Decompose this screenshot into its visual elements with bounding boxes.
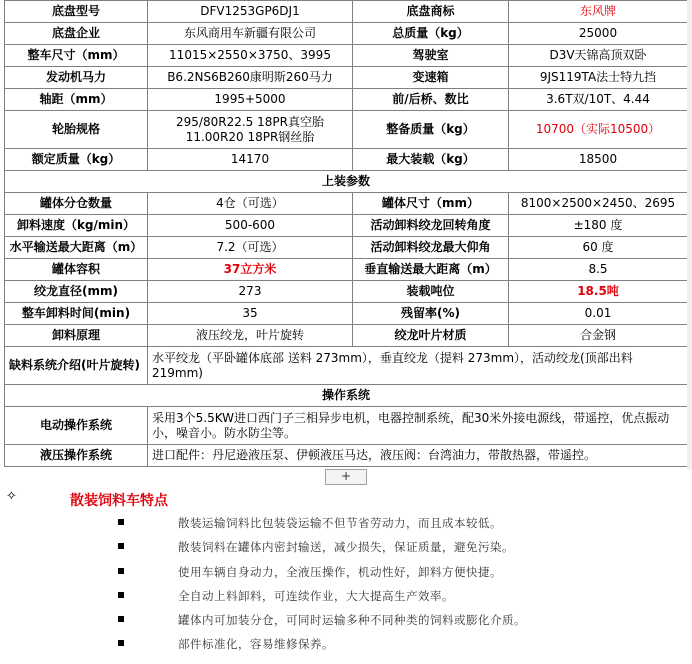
section-header-row — [5, 171, 688, 193]
label-cell: 罐体容积 — [5, 259, 148, 281]
value-cell: 东风牌 — [509, 1, 688, 23]
list-item — [0, 513, 692, 535]
value-cell: 18500 — [509, 149, 688, 171]
table-row — [5, 45, 688, 67]
list-item-text: 全自动上料卸料，可连续作业，大大提高生产效率。 — [178, 589, 454, 603]
features-title: 散装饲料车特点 — [70, 493, 168, 509]
value-cell: 18.5吨 — [509, 281, 688, 303]
value-cell: 14170 — [148, 149, 353, 171]
label-cell: 卸料速度（kg/min） — [5, 215, 148, 237]
value-cell: B6.2NS6B260康明斯260马力 — [148, 67, 353, 89]
table-row — [5, 23, 688, 45]
square-bullet-icon — [118, 568, 124, 574]
label-cell: 总质量（kg） — [353, 23, 509, 45]
value-cell: ±180 度 — [509, 215, 688, 237]
scrollbar[interactable] — [687, 0, 692, 470]
table-row — [5, 445, 688, 467]
value-cell — [148, 111, 353, 149]
value-cell: 60 度 — [509, 237, 688, 259]
section-header-row — [5, 385, 688, 407]
list-item-text: 使用车辆自身动力，全液压操作，机动性好，卸料方便快捷。 — [178, 565, 502, 579]
label-cell: 整车卸料时间(min) — [5, 303, 148, 325]
table-row — [5, 281, 688, 303]
section-title: 上装参数 — [5, 171, 688, 193]
label-cell: 驾驶室 — [353, 45, 509, 67]
label-cell: 电动操作系统 — [5, 407, 148, 445]
value-cell: 37立方米 — [148, 259, 353, 281]
section-title: 操作系统 — [5, 385, 688, 407]
diamond-bullet-icon: ✧ — [6, 489, 17, 504]
table-row — [5, 215, 688, 237]
value-cell: 进口配件：丹尼逊液压泵、伊顿液压马达，液压阀：台湾油力，带散热器，带遥控。 — [148, 445, 688, 467]
table-row — [5, 111, 688, 149]
list-item-text: 罐体内可加装分仓，可同时运输多种不同种类的饲料或膨化介质。 — [178, 613, 526, 627]
table-row — [5, 67, 688, 89]
label-cell: 变速箱 — [353, 67, 509, 89]
value-cell: 3.6T双/10T、4.44 — [509, 89, 688, 111]
list-item-text: 散装饲料在罐体内密封输送，减少损失，保证质量，避免污染。 — [178, 540, 514, 554]
label-cell: 绞龙直径(mm) — [5, 281, 148, 303]
list-item — [0, 562, 692, 584]
list-item-text: 部件标准化，容易维修保养。 — [178, 637, 334, 651]
value-cell: 0.01 — [509, 303, 688, 325]
value-cell: 35 — [148, 303, 353, 325]
square-bullet-icon — [118, 519, 124, 525]
square-bullet-icon — [118, 592, 124, 598]
table-row — [5, 237, 688, 259]
table-row — [5, 149, 688, 171]
value-cell: 7.2（可选） — [148, 237, 353, 259]
value-cell: 东风商用车新疆有限公司 — [148, 23, 353, 45]
table-row — [5, 1, 688, 23]
value-cell: 8100×2500×2450、2695 — [509, 193, 688, 215]
table-row — [5, 259, 688, 281]
label-cell: 整车尺寸（mm） — [5, 45, 148, 67]
value-cell: D3V天锦高顶双卧 — [509, 45, 688, 67]
label-cell: 水平输送最大距离（m） — [5, 237, 148, 259]
label-cell: 底盘型号 — [5, 1, 148, 23]
label-cell: 液压操作系统 — [5, 445, 148, 467]
square-bullet-icon — [118, 543, 124, 549]
value-cell: 液压绞龙，叶片旋转 — [148, 325, 353, 347]
value-cell: 8.5 — [509, 259, 688, 281]
label-cell: 活动卸料绞龙回转角度 — [353, 215, 509, 237]
spec-sheet — [4, 0, 687, 467]
square-bullet-icon — [118, 640, 124, 646]
unload-system-value: 水平绞龙（平卧罐体底部 送料 273mm），垂直绞龙（提料 273mm），活动绞龙(顶部出料219mm) — [148, 347, 688, 385]
label-cell: 垂直输送最大距离（m） — [353, 259, 509, 281]
label-cell: 绞龙叶片材质 — [353, 325, 509, 347]
label-cell: 罐体尺寸（mm） — [353, 193, 509, 215]
value-cell: 采用3个5.5KW进口西门子三相异步电机，电器控制系统，配30米外接电源线，带遥控，优点振动小，噪音小。防水防尘等。 — [148, 407, 688, 445]
label-cell: 整备质量（kg） — [353, 111, 509, 149]
value-cell: 4仓（可选） — [148, 193, 353, 215]
label-cell: 轮胎规格 — [5, 111, 148, 149]
label-cell: 发动机马力 — [5, 67, 148, 89]
list-item — [0, 634, 692, 656]
add-row-button[interactable]: + — [325, 469, 367, 485]
value-cell: DFV1253GP6DJ1 — [148, 1, 353, 23]
label-cell: 残留率(%) — [353, 303, 509, 325]
label-cell: 底盘商标 — [353, 1, 509, 23]
label-cell: 前/后桥、数比 — [353, 89, 509, 111]
label-cell: 装载吨位 — [353, 281, 509, 303]
value-cell: 273 — [148, 281, 353, 303]
tire-spec-line: 11.00R20 18PR钢丝胎 — [185, 129, 315, 144]
table-row — [5, 347, 688, 385]
label-cell: 底盘企业 — [5, 23, 148, 45]
tire-spec-line: 295/80R22.5 18PR真空胎 — [176, 114, 324, 129]
list-item — [0, 586, 692, 608]
label-cell: 卸料原理 — [5, 325, 148, 347]
value-cell: 11015×2550×3750、3995 — [148, 45, 353, 67]
label-cell: 罐体分仓数量 — [5, 193, 148, 215]
table-row — [5, 325, 688, 347]
unload-system-label: 缺料系统介绍(叶片旋转) — [5, 347, 148, 385]
label-cell: 活动卸料绞龙最大仰角 — [353, 237, 509, 259]
value-cell: 500-600 — [148, 215, 353, 237]
features-heading — [0, 485, 300, 509]
list-item-text: 散装运输饲料比包装袋运输不但节省劳动力，而且成本较低。 — [178, 516, 502, 530]
square-bullet-icon — [118, 616, 124, 622]
label-cell: 额定质量（kg） — [5, 149, 148, 171]
list-item — [0, 610, 692, 632]
spec-table — [4, 0, 688, 467]
label-cell: 轴距（mm） — [5, 89, 148, 111]
value-cell: 1995+5000 — [148, 89, 353, 111]
value-cell: 合金钢 — [509, 325, 688, 347]
label-cell: 最大装载（kg） — [353, 149, 509, 171]
table-row — [5, 303, 688, 325]
list-item — [0, 537, 692, 559]
value-cell: 9JS119TA法士特九挡 — [509, 67, 688, 89]
value-cell: 10700（实际10500） — [509, 111, 688, 149]
value-cell: 25000 — [509, 23, 688, 45]
table-row — [5, 193, 688, 215]
table-row — [5, 407, 688, 445]
table-row — [5, 89, 688, 111]
